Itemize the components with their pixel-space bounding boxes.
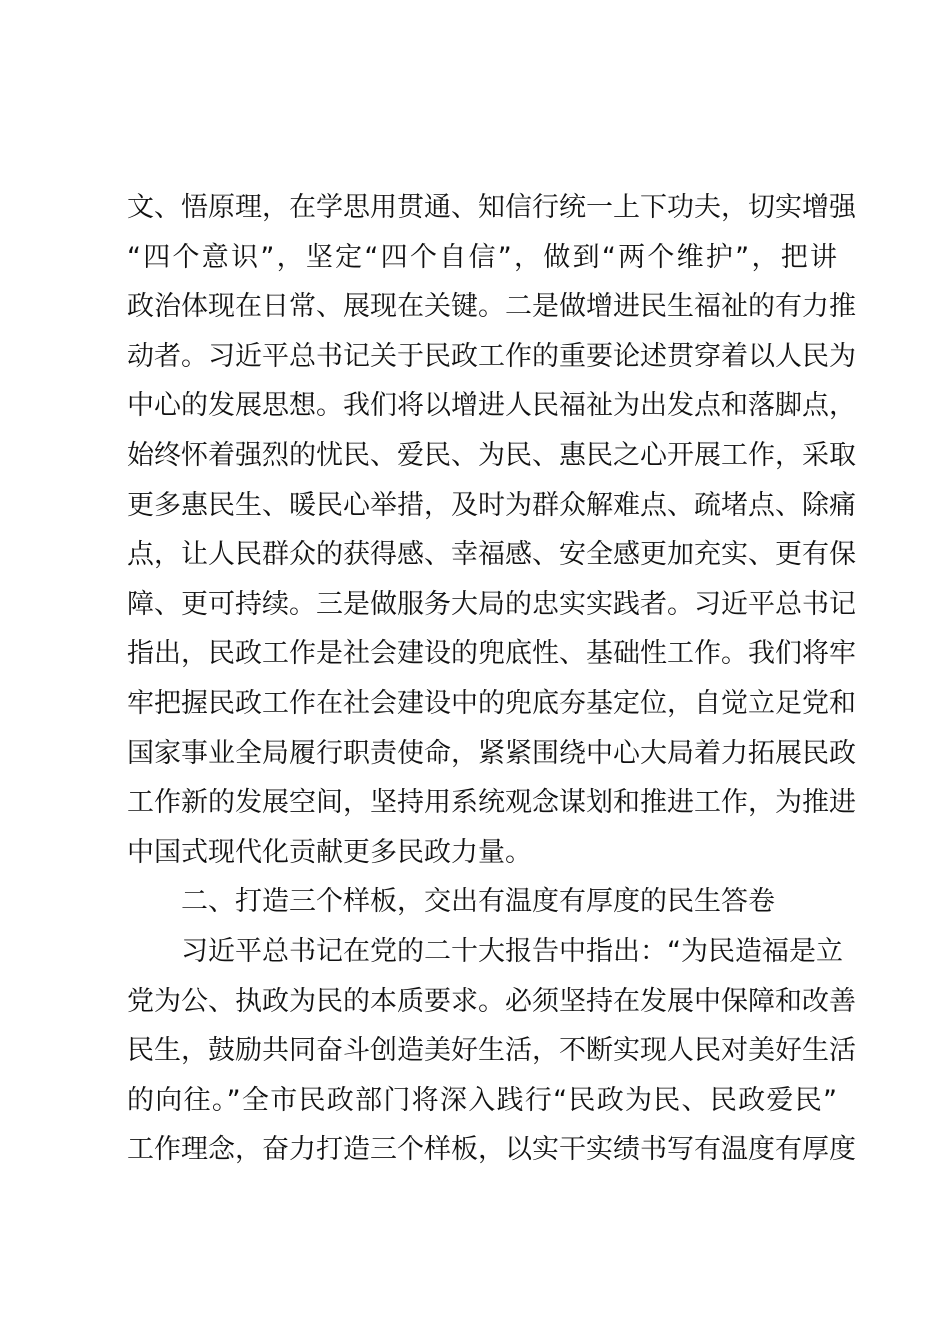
section-heading: 二、打造三个样板，交出有温度有厚度的民生答卷 bbox=[181, 886, 775, 918]
paragraph-line: 民生，鼓励共同奋斗创造美好生活，不断实现人民对美好生活 bbox=[127, 1035, 856, 1067]
paragraph-line: 文、悟原理，在学思用贯通、知信行统一上下功夫，切实增强 bbox=[127, 192, 856, 223]
paragraph-line: 牢把握民政工作在社会建设中的兜底夯基定位，自觉立足党和 bbox=[127, 687, 856, 719]
paragraph-line: 点，让人民群众的获得感、幸福感、安全感更加充实、更有保 bbox=[127, 539, 856, 571]
paragraph-line: 党为公、执政为民的本质要求。必须坚持在发展中保障和改善 bbox=[127, 985, 856, 1017]
paragraph-line: 中心的发展思想。我们将以增进人民福祉为出发点和落脚点， bbox=[127, 390, 856, 422]
paragraph-line: 障、更可持续。三是做服务大局的忠实实践者。习近平总书记 bbox=[127, 588, 856, 620]
paragraph-line: 始终怀着强烈的忧民、爱民、为民、惠民之心开展工作，采取 bbox=[127, 439, 856, 471]
paragraph-line: 习近平总书记在党的二十大报告中指出：“为民造福是立 bbox=[181, 935, 843, 967]
paragraph-line: 更多惠民生、暖民心举措，及时为群众解难点、疏堵点、除痛 bbox=[127, 489, 856, 521]
paragraph-line: 工作新的发展空间，坚持用系统观念谋划和推进工作，为推进 bbox=[127, 787, 856, 819]
paragraph-line: 动者。习近平总书记关于民政工作的重要论述贯穿着以人民为 bbox=[127, 340, 856, 372]
paragraph-line: 国家事业全局履行职责使命，紧紧围绕中心大局着力拓展民政 bbox=[127, 737, 856, 769]
body-text bbox=[127, 183, 856, 1175]
paragraph-line: 工作理念，奋力打造三个样板，以实干实绩书写有温度有厚度 bbox=[127, 1134, 856, 1166]
paragraph-line: 中国式现代化贡献更多民政力量。 bbox=[127, 836, 532, 868]
paragraph-line: 政治体现在日常、展现在关键。二是做增进民生福祉的有力推 bbox=[127, 291, 856, 323]
paragraph-line: “四个意识”，坚定“四个自信”，做到“两个维护”，把讲 bbox=[127, 241, 837, 273]
paragraph-line: 的向往。”全市民政部门将深入践行“民政为民、民政爱民” bbox=[127, 1084, 837, 1116]
paragraph-line: 指出，民政工作是社会建设的兜底性、基础性工作。我们将牢 bbox=[127, 638, 856, 670]
